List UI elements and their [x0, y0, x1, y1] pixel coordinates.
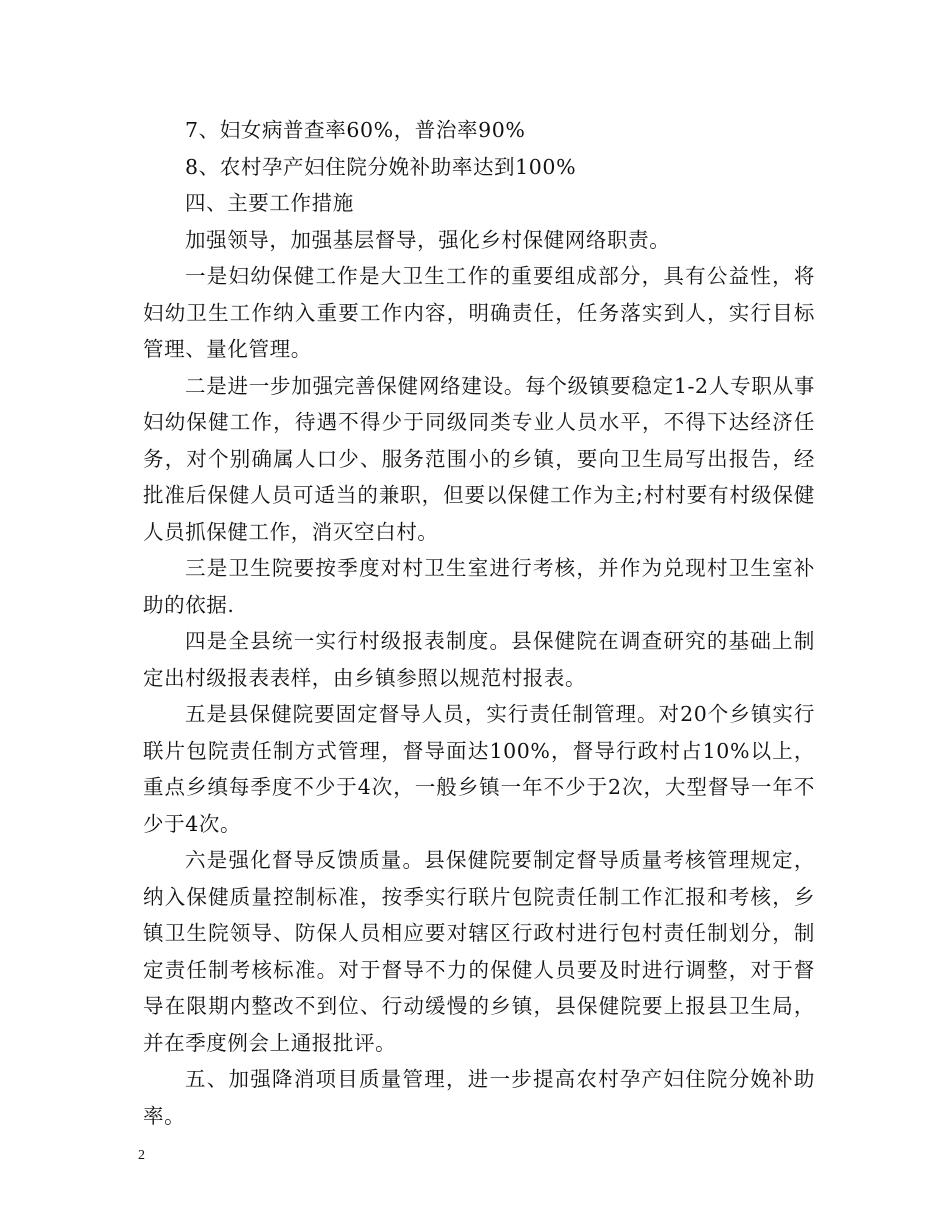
paragraph-measure-5: 五是县保健院要固定督导人员，实行责任制管理。对20个乡镇实行联片包院责任制方式管理，督导面达100%，督导行政村占10%以上，重点乡缜每季度不少于4次，一般乡镇一年不少于2次，大型督导一年不少于4次。 — [143, 702, 815, 836]
paragraph-measure-4: 四是全县统一实行村级报表制度。县保健院在调查研究的基础上制定出村级报表表样，由乡镇参照以规范村报表。 — [143, 629, 815, 690]
section-heading-quality: 五、加强降消项目质量管理，进一步提高农村孕产妇住院分娩补助率。 — [143, 1067, 815, 1128]
page-number: 2 — [138, 1148, 145, 1163]
paragraph-leadership: 加强领导，加强基层督导，强化乡村保健网络职责。 — [185, 227, 671, 252]
section-heading-measures: 四、主要工作措施 — [185, 191, 354, 215]
paragraph-measure-1: 一是妇幼保健工作是大卫生工作的重要组成部分，具有公益性，将妇幼卫生工作纳入重要工作内容，明确责任，任务落实到人，实行目标管理、量化管理。 — [143, 264, 815, 361]
paragraph-measure-3: 三是卫生院要按季度对村卫生室进行考核，并作为兑现村卫生室补助的依据. — [143, 556, 815, 617]
paragraph-measure-2: 二是进一步加强完善保健网络建设。每个级镇要稳定1-2人专职从事妇幼保健工作，待遇不得少于同级同类专业人员水平，不得下达经济任务，对个别确属人口少、服务范围小的乡镇，要向卫生局写出报告，经批准后保健人员可适当的兼职，但要以保健工作为主;村村要有村级保健人员抓保健工作，消灭空白村。 — [143, 373, 815, 544]
paragraph-measure-6: 六是强化督导反馈质量。县保健院要制定督导质量考核管理规定，纳入保健质量控制标准，按季实行联片包院责任制工作汇报和考核，乡镇卫生院领导、防保人员相应要对辖区行政村进行包村责任制划分，制定责任制考核标准。对于督导不力的保健人员要及时进行调整，对于督导在限期内整改不到位、行动缓慢的乡镇，县保健院要上报县卫生局，并在季度例会上通报批评。 — [143, 848, 815, 1055]
document-body — [143, 112, 815, 1134]
paragraph-target-7: 7、妇女病普查率60%，普治率90% — [185, 118, 526, 142]
paragraph-target-8: 8、农村孕产妇住院分娩补助率达到100% — [185, 154, 577, 179]
